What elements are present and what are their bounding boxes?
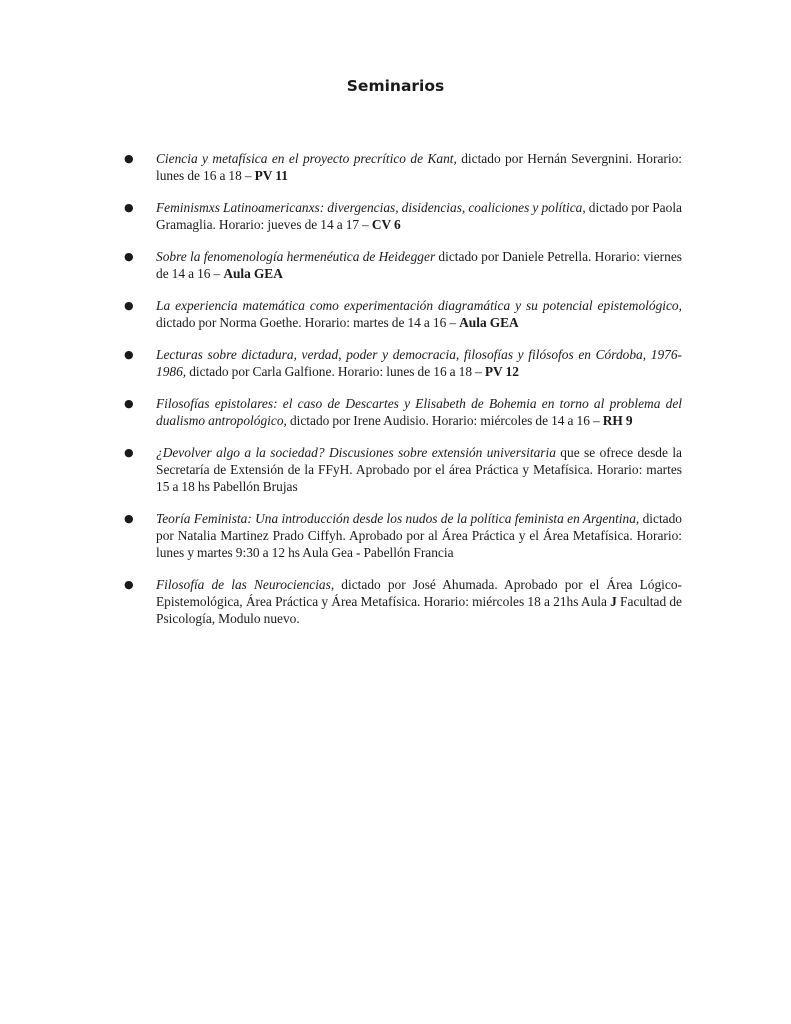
seminar-room: PV 11 [254, 168, 288, 183]
list-item [124, 248, 682, 282]
seminar-room: CV 6 [371, 217, 401, 232]
bullet-icon: ● [124, 446, 134, 459]
seminar-details: dictado por Natalia Martinez Prado Ciffyh. Aprobado por al Área Práctica y el Área Metafísica. Horario: lunes y martes 9:30 a 12 hs Aula Gea - Pabellón Francia [156, 511, 682, 560]
seminar-details: que se ofrece desde la Secretaría de Extensión de la FFyH. Aprobado por el área Práctica y Metafísica. Horario: martes 15 a 18 hs Pabellón Brujas [156, 445, 682, 494]
list-item [124, 444, 682, 495]
seminar-details: dictado por Daniele Petrella. Horario: viernes de 14 a 16 – [156, 249, 682, 281]
seminar-title: ¿Devolver algo a la sociedad? Discusiones sobre extensión universitaria [156, 445, 556, 460]
seminar-room: PV 12 [484, 364, 519, 379]
list-item [124, 576, 682, 627]
bullet-icon: ● [124, 201, 134, 214]
list-item [124, 150, 682, 184]
seminar-title: Ciencia y metafísica en el proyecto precrítico de Kant [156, 151, 454, 166]
seminar-title: Filosofías epistolares: el caso de Descartes y Elisabeth de Bohemia en torno al problema del dualismo antropológico [156, 396, 682, 428]
bullet-icon: ● [124, 397, 134, 410]
seminar-title: La experiencia matemática como experimentación diagramática y su potencial epistemológico [156, 298, 679, 313]
list-item [124, 510, 682, 561]
bullet-icon: ● [124, 250, 134, 263]
bullet-icon: ● [124, 512, 134, 525]
seminar-room: RH 9 [602, 413, 633, 428]
seminar-extra: Facultad de Psicología, Modulo nuevo. [156, 594, 682, 626]
seminar-room: Aula GEA [223, 266, 283, 281]
seminar-details: , dictado por José Ahumada. Aprobado por el Área Lógico-Epistemológica, Área Práctica y Área Metafísica. Horario: miércoles 18 a 21hs Aula [156, 577, 682, 609]
seminar-list [124, 150, 682, 642]
seminar-room: J [610, 594, 617, 609]
list-item [124, 395, 682, 429]
list-item [124, 297, 682, 331]
bullet-icon: ● [124, 578, 134, 591]
bullet-icon: ● [124, 152, 134, 165]
seminar-title: Feminismxs Latinoamericanxs: divergencias, disidencias, coaliciones y política [156, 200, 583, 215]
bullet-icon: ● [124, 299, 134, 312]
seminar-title: Filosofía de las Neurociencias [156, 577, 331, 592]
bullet-icon: ● [124, 348, 134, 361]
page-title: Seminarios [346, 77, 445, 95]
seminar-title: Lecturas sobre dictadura, verdad, poder y democracia, filosofías y filósofos en Córdoba, 1976-1986, [156, 347, 682, 379]
seminar-details: , dictado por Paola Gramaglia. Horario: jueves de 14 a 17 – [156, 200, 682, 232]
list-item [124, 346, 682, 380]
seminar-details: , dictado por Irene Audisio. Horario: miércoles de 14 a 16 – [283, 413, 603, 428]
seminar-details: , dictado por Norma Goethe. Horario: martes de 14 a 16 – [156, 298, 682, 330]
seminar-room: Aula GEA [459, 315, 519, 330]
seminar-title: Teoría Feminista: Una introducción desde los nudos de la política feminista en Argentina, [156, 511, 640, 526]
list-item [124, 199, 682, 233]
seminar-title: Sobre la fenomenología hermenéutica de Heidegger [156, 249, 436, 264]
seminar-details: dictado por Carla Galfione. Horario: lunes de 16 a 18 – [186, 364, 485, 379]
seminar-details: , dictado por Hernán Severgnini. Horario: lunes de 16 a 18 – [156, 151, 682, 183]
